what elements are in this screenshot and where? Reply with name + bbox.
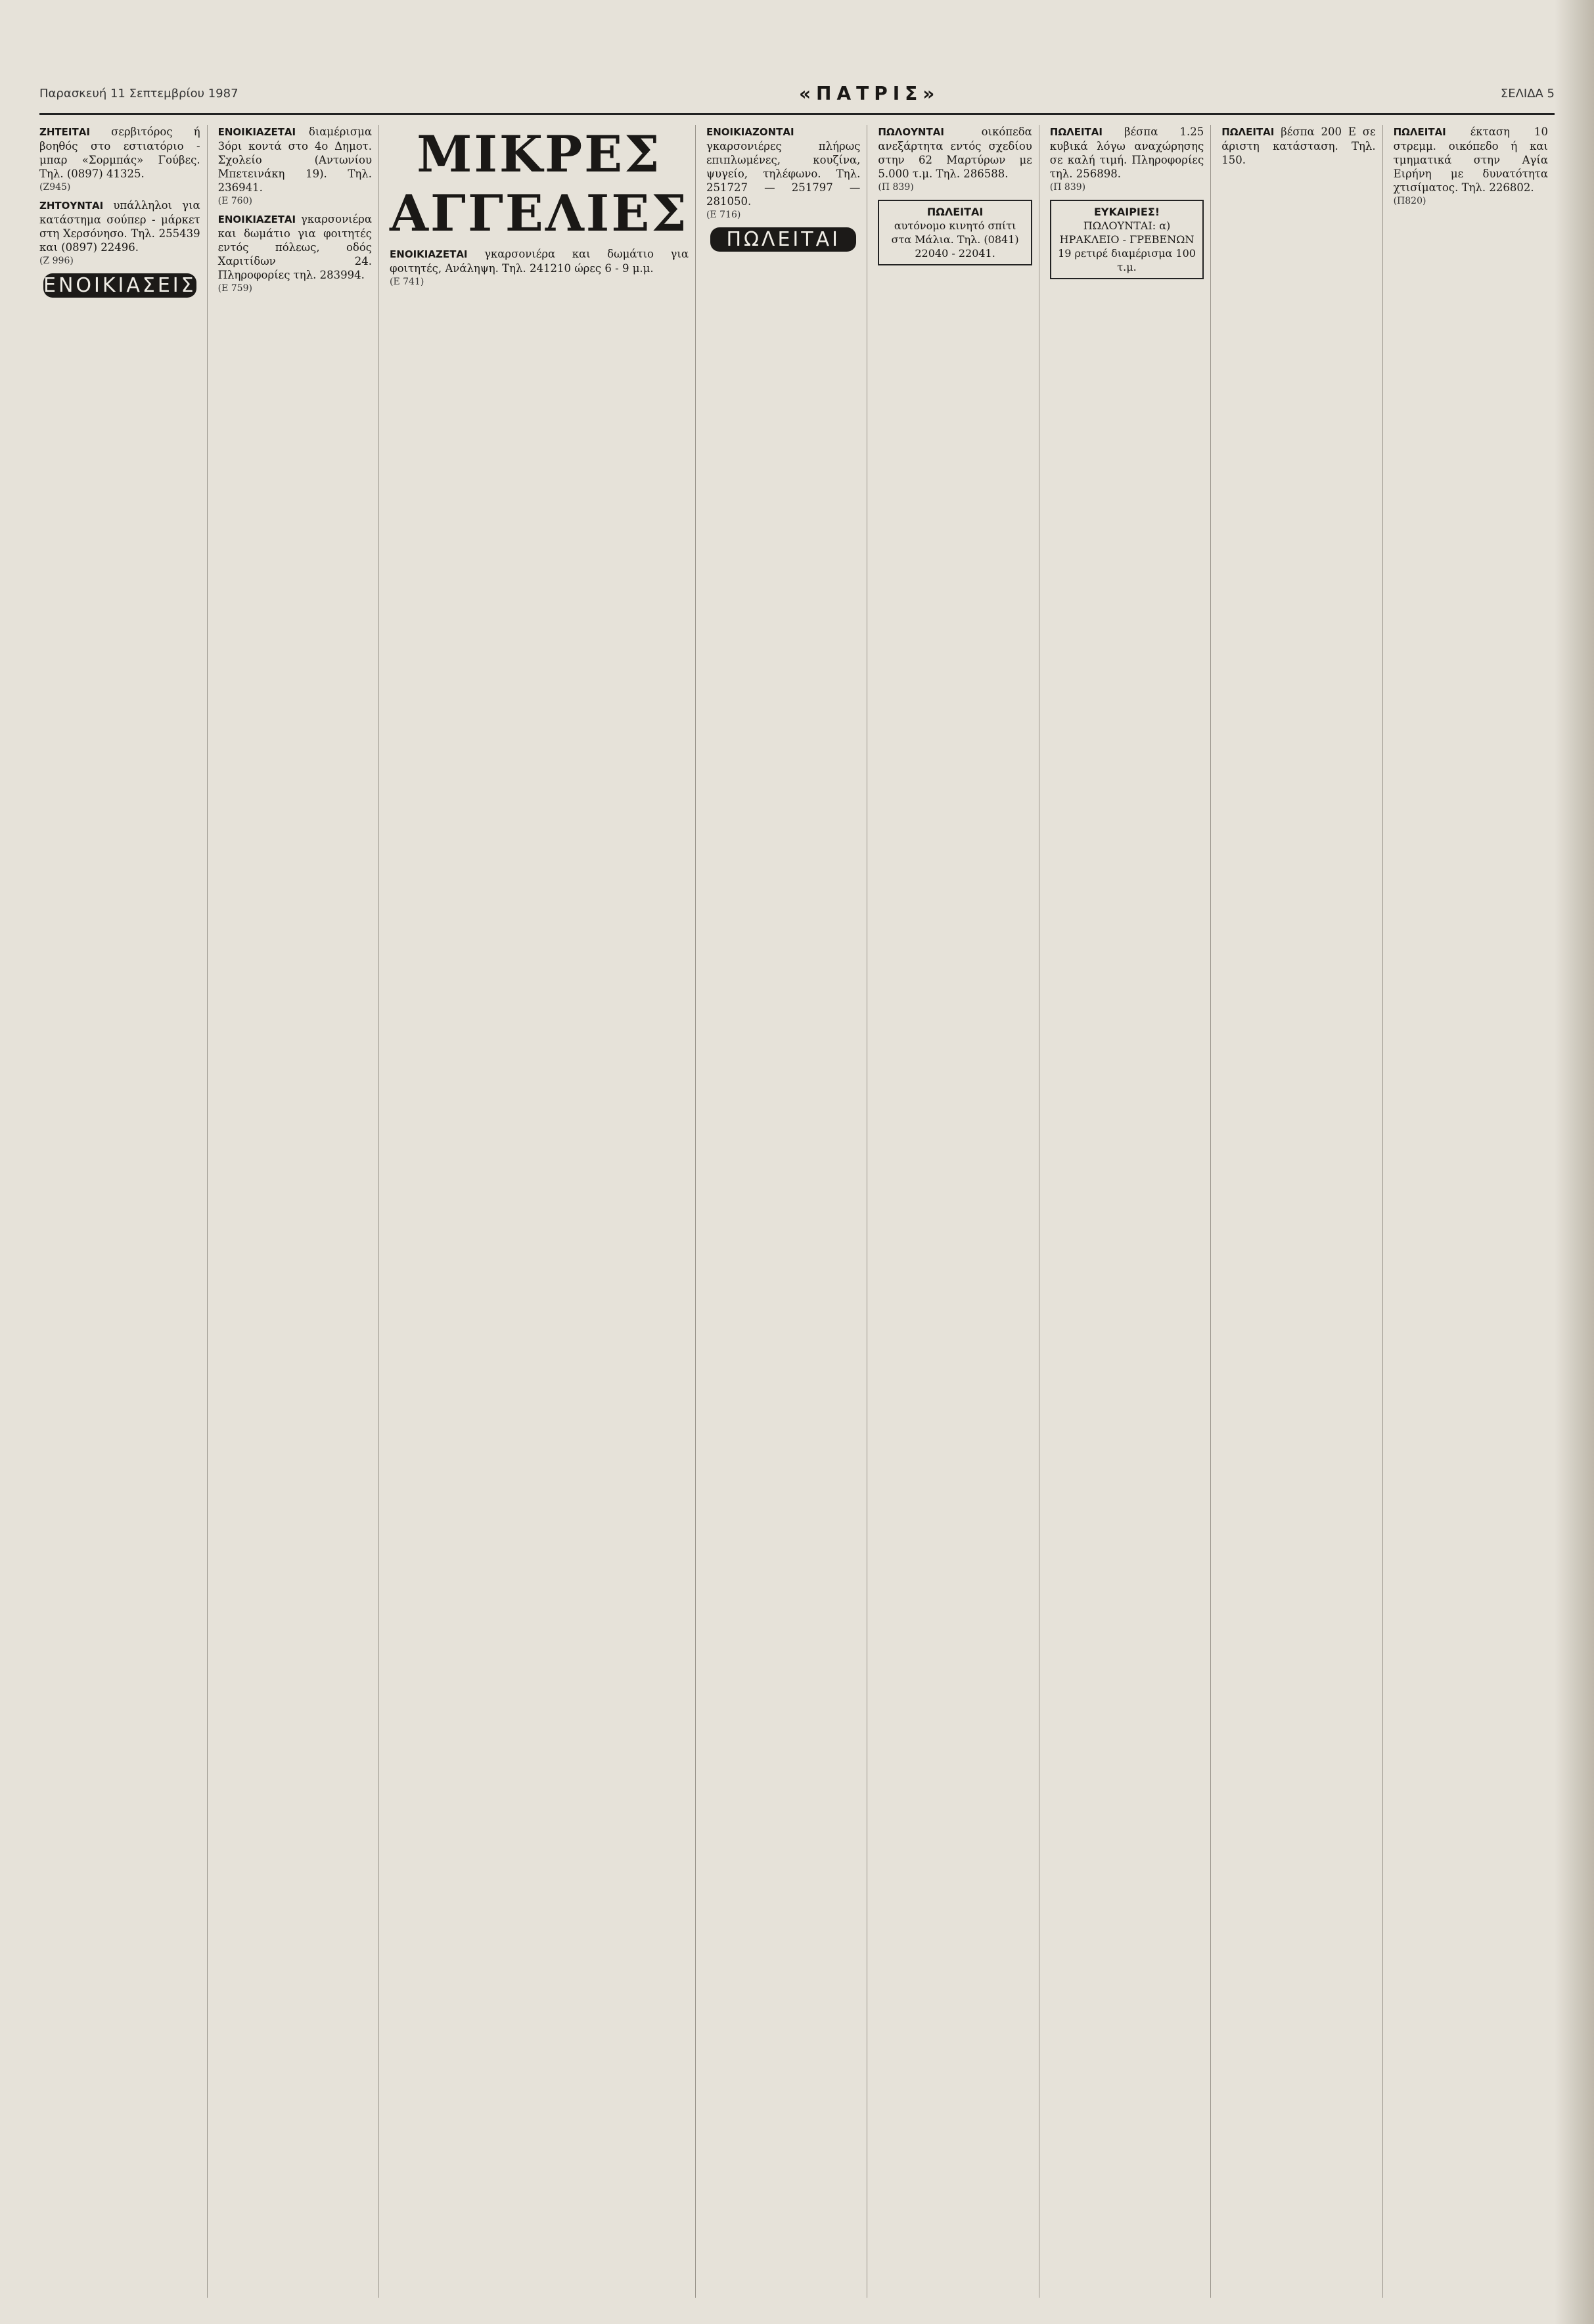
classified-ad: ΠΩΛΕΙΤΑΙ βέσπα 1.25 κυβικά λόγω αναχώρησης σε καλή τιμή. Πληροφορίες τηλ. 256898. (Π 839)	[1049, 125, 1204, 193]
column-8	[1394, 125, 1555, 2298]
column-5	[878, 125, 1039, 2298]
column-3	[390, 125, 696, 2298]
column-4	[706, 125, 867, 2298]
page-edge-shadow	[1555, 0, 1594, 2324]
classified-ad: ΕΝΟΙΚΙΑΖΟΝΤΑΙ γκαρσονιέρες πλήρως επιπλωμένες, κουζίνα, ψυγείο, τηλέφωνο. Τηλ. 251727 — 251797 — 281050. (Ε 716)	[706, 126, 861, 220]
classified-ad: ΕΝΟΙΚΙΑΖΕΤΑΙ γκαρσονιέρα και δωμάτιο για φοιτητές εντός πόλεως, οδός Χαριτίδων 24. Πληροφορίες τηλ. 283994. (Ε 759)	[217, 213, 373, 294]
classified-ad: ΠΩΛΕΙΤΑΙ βέσπα 200 Ε σε άριστη κατάσταση. Τηλ. 150.	[1221, 125, 1376, 166]
classified-ad: ΠΩΛΕΙΤΑΙ έκταση 10 στρεμμ. οικόπεδο ή και τμηματικά στην Αγία Ειρήνη με δυνατότητα χτισίματος. Τηλ. 226802. (Π820)	[1393, 125, 1548, 206]
classified-ad: ΕΝΟΙΚΙΑΖΕΤΑΙ γκαρσονιέρα και δωμάτιο για φοιτητές, Ανάληψη. Τηλ. 241210 ώρες 6 - 9 μ.μ. (Ε 741)	[390, 248, 689, 287]
classified-ad: ΠΩΛΟΥΝΤΑΙ οικόπεδα ανεξάρτητα εντός σχεδίου στην 62 Μαρτύρων με 5.000 τ.μ. Τηλ. 286588. (Π 839)	[878, 125, 1032, 193]
section-header-sales: ΠΩΛΕΙΤΑΙ	[710, 227, 856, 252]
boxed-ad: ΠΩΛΕΙΤΑΙ αυτόνομο κινητό σπίτι στα Μάλια. Τηλ. (0841) 22040 - 22041.	[878, 200, 1032, 265]
classified-ad: ΖΗΤΟΥΝΤΑΙ υπάλληλοι για κατάστημα σούπερ - μάρκετ στη Χερσόνησο. Τηλ. 255439 και (0897) 22496. (Ζ 996)	[39, 199, 200, 266]
issue-date: Παρασκευή 11 Σεπτεμβρίου 1987	[39, 86, 239, 101]
classified-ad: ΕΝΟΙΚΙΑΖΕΤΑΙ διαμέρισμα 3όρι κοντά στο 4ο Δημοτ. Σχολείο (Αντωνίου Μπετεινάκη 19). Τηλ. 236941. (Ε 760)	[217, 125, 373, 206]
section-header-rentals: ΕΝΟΙΚΙΑΣΕΙΣ	[43, 274, 196, 297]
boxed-ad: ΕΥΚΑΙΡΙΕΣ! ΠΩΛΟΥΝΤΑΙ: α) ΗΡΑΚΛΕΙΟ - ΓΡΕΒΕΝΩΝ 19 ρετιρέ διαμέρισμα 100 τ.μ.	[1050, 200, 1204, 279]
column-7	[1221, 125, 1382, 2298]
masthead	[39, 74, 1555, 115]
column-1	[39, 125, 208, 2298]
page-banner: ΜΙΚΡΕΣ ΑΓΓΕΛΙΕΣ	[390, 125, 689, 242]
newspaper-title: «ΠΑΤΡΙΣ»	[798, 82, 940, 104]
column-6	[1050, 125, 1211, 2298]
page-number: ΣΕΛΙΔΑ 5	[1500, 86, 1555, 101]
classified-columns	[39, 125, 1555, 2298]
column-2	[218, 125, 379, 2298]
classified-ad: ΖΗΤΕΙΤΑΙ σερβιτόρος ή βοηθός στο εστιατόριο - μπαρ «Σορμπάς» Γούβες. Τηλ. (0897) 41325. (Ζ945)	[39, 125, 200, 193]
